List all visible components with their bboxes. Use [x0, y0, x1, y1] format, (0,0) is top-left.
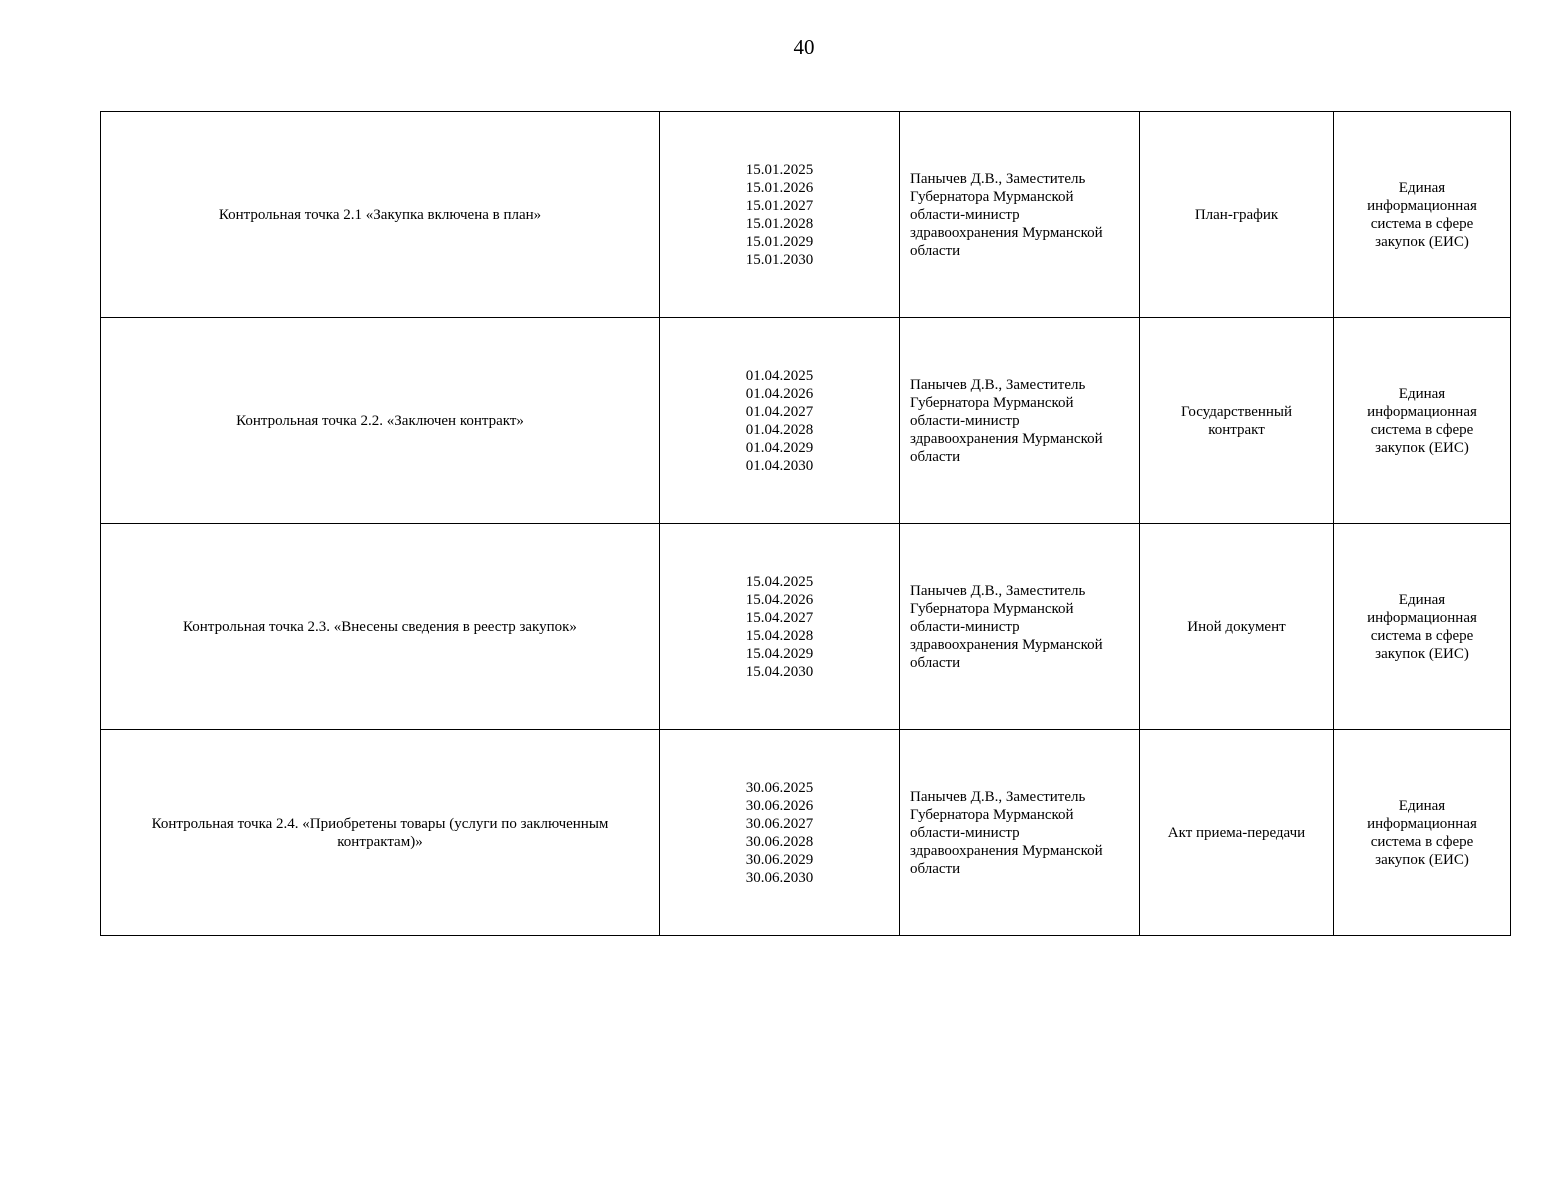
responsible-text: Панычев Д.В., Заместитель Губернатора Мурманской области-министр здравоохранения Мурманской области [910, 376, 1103, 465]
responsible-cell [900, 318, 1140, 524]
info-system: Единая информационная система в сфере закупок (ЕИС) [1367, 179, 1477, 250]
document-type: Государственный контракт [1180, 403, 1293, 438]
date-item: 15.01.2029 [745, 233, 814, 250]
date-item: 30.06.2028 [745, 833, 814, 850]
date-item: 15.04.2027 [745, 609, 814, 626]
responsible-text: Панычев Д.В., Заместитель Губернатора Мурманской области-министр здравоохранения Мурманской области [910, 788, 1103, 877]
document-type-cell [1140, 524, 1334, 730]
dates-cell [660, 112, 900, 318]
responsible-text: Панычев Д.В., Заместитель Губернатора Мурманской области-министр здравоохранения Мурманской области [910, 170, 1103, 259]
date-item: 15.04.2026 [745, 591, 814, 608]
control-point-name: Контрольная точка 2.1 «Закупка включена в план» [218, 206, 542, 223]
date-item: 15.01.2025 [745, 161, 814, 178]
date-item: 15.04.2029 [745, 645, 814, 662]
document-type: Акт приема-передачи [1167, 824, 1306, 841]
date-item: 15.01.2030 [745, 251, 814, 268]
control-point-name-cell [101, 524, 660, 730]
date-item: 15.01.2026 [745, 179, 814, 196]
dates-list [746, 573, 814, 681]
info-system-cell [1334, 112, 1511, 318]
control-point-name: Контрольная точка 2.3. «Внесены сведения в реестр закупок» [183, 618, 577, 635]
document-type-cell [1140, 112, 1334, 318]
date-item: 30.06.2030 [745, 869, 814, 886]
date-item: 01.04.2028 [745, 421, 814, 438]
page-number: 40 [793, 35, 815, 59]
info-system-cell [1334, 524, 1511, 730]
date-item: 15.04.2025 [745, 573, 814, 590]
document-type: Иной документ [1187, 618, 1286, 635]
dates-list [746, 161, 814, 269]
date-item: 15.04.2030 [745, 663, 814, 680]
date-item: 15.01.2028 [745, 215, 814, 232]
dates-cell [660, 730, 900, 936]
control-point-name: Контрольная точка 2.4. «Приобретены товары (услуги по заключенным контрактам)» [151, 815, 609, 850]
control-point-name-cell [101, 730, 660, 936]
control-point-name-cell [101, 112, 660, 318]
date-item: 30.06.2029 [745, 851, 814, 868]
info-system-cell [1334, 318, 1511, 524]
date-item: 01.04.2030 [745, 457, 814, 474]
document-type-cell [1140, 318, 1334, 524]
table-row [101, 112, 1511, 318]
document-type-cell [1140, 730, 1334, 936]
responsible-text: Панычев Д.В., Заместитель Губернатора Мурманской области-министр здравоохранения Мурманской области [910, 582, 1103, 671]
date-item: 15.01.2027 [745, 197, 814, 214]
responsible-cell [900, 112, 1140, 318]
table-row [101, 730, 1511, 936]
date-item: 01.04.2026 [745, 385, 814, 402]
table-row [101, 318, 1511, 524]
info-system: Единая информационная система в сфере закупок (ЕИС) [1367, 797, 1477, 868]
control-point-name-cell [101, 318, 660, 524]
dates-cell [660, 524, 900, 730]
responsible-cell [900, 730, 1140, 936]
info-system: Единая информационная система в сфере закупок (ЕИС) [1367, 385, 1477, 456]
date-item: 30.06.2025 [745, 779, 814, 796]
dates-list [746, 779, 814, 887]
date-item: 15.04.2028 [745, 627, 814, 644]
dates-list [746, 367, 814, 475]
info-system: Единая информационная система в сфере закупок (ЕИС) [1367, 591, 1477, 662]
date-item: 30.06.2026 [745, 797, 814, 814]
date-item: 01.04.2027 [745, 403, 814, 420]
responsible-cell [900, 524, 1140, 730]
table-row [101, 524, 1511, 730]
date-item: 01.04.2029 [745, 439, 814, 456]
dates-cell [660, 318, 900, 524]
control-point-name: Контрольная точка 2.2. «Заключен контракт» [236, 412, 524, 429]
document-type: План-график [1194, 206, 1279, 223]
date-item: 01.04.2025 [745, 367, 814, 384]
control-points-table [100, 111, 1511, 936]
date-item: 30.06.2027 [745, 815, 814, 832]
info-system-cell [1334, 730, 1511, 936]
